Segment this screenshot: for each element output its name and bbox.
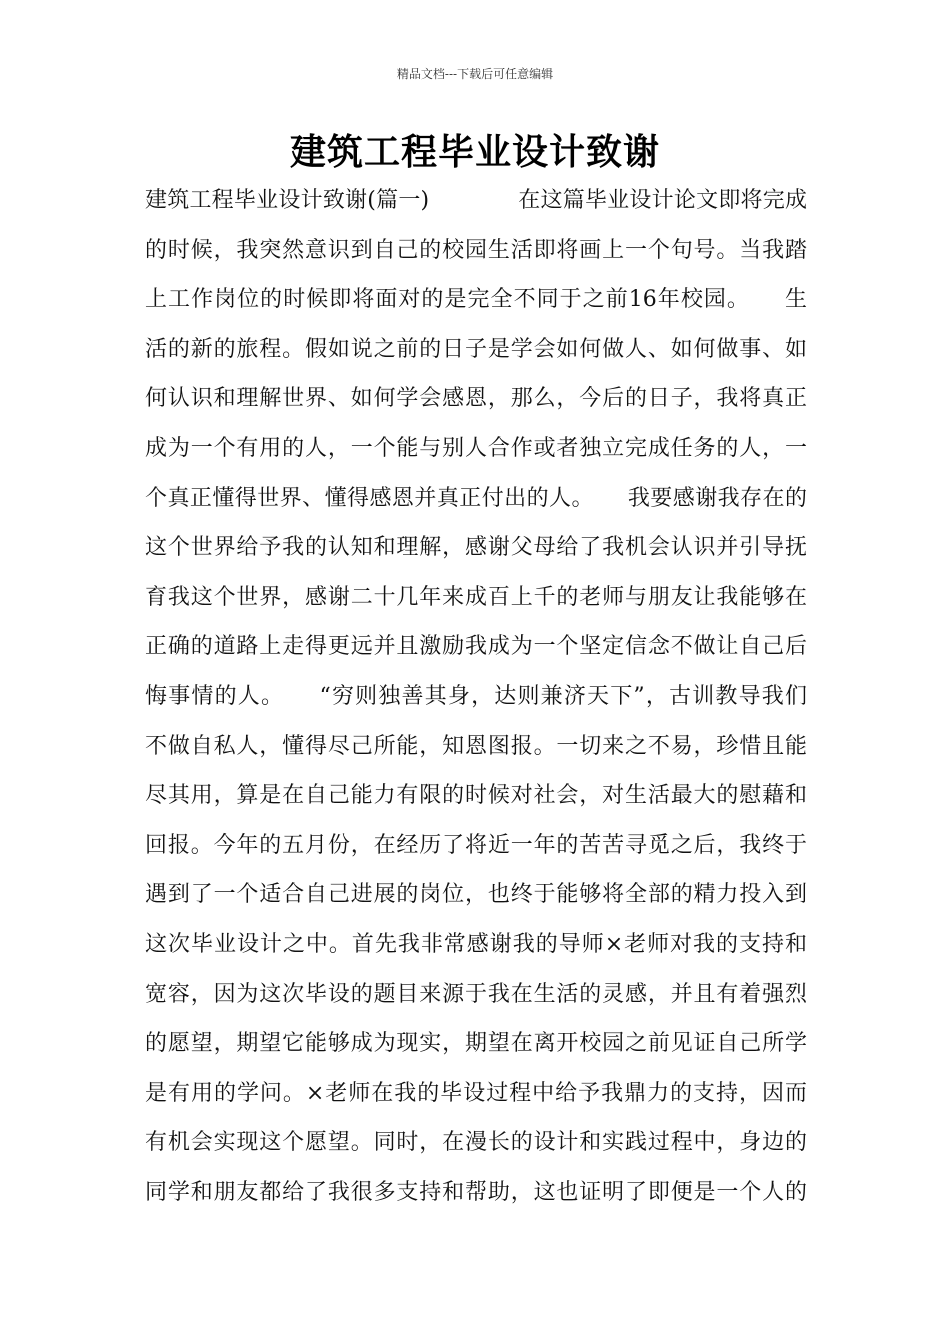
- body-line: 正确的道路上走得更远并且激励我成为一个坚定信念不做让自己后: [145, 634, 807, 660]
- body-line: 悔事情的人。 “穷则独善其身，达则兼济天下”，古训教导我们: [145, 683, 807, 709]
- body-line: 何认识和理解世界、如何学会感恩，那么，今后的日子，我将真正: [145, 386, 807, 412]
- body-line: 同学和朋友都给了我很多支持和帮助，这也证明了即便是一个人的: [145, 1179, 807, 1205]
- body-line: 不做自私人，懂得尽己所能，知恩图报。一切来之不易，珍惜且能: [145, 733, 807, 759]
- page-header-note: 精品文档---下载后可任意编辑: [396, 67, 554, 81]
- body-line: 育我这个世界，感谢二十几年来成百上千的老师与朋友让我能够在: [145, 584, 807, 610]
- body-line: 有机会实现这个愿望。同时，在漫长的设计和实践过程中，身边的: [145, 1130, 807, 1156]
- body-line: 是有用的学问。×老师在我的毕设过程中给予我鼎力的支持，因而: [145, 1080, 807, 1106]
- document-title: 建筑工程毕业设计致谢: [289, 131, 660, 173]
- body-line: 活的新的旅程。假如说之前的日子是学会如何做人、如何做事、如: [145, 336, 807, 362]
- body-line: 遇到了一个适合自己进展的岗位，也终于能够将全部的精力投入到: [145, 882, 807, 908]
- body-line: 这次毕业设计之中。首先我非常感谢我的导师×老师对我的支持和: [145, 931, 807, 957]
- body-line: 宽容，因为这次毕设的题目来源于我在生活的灵感，并且有着强烈: [145, 981, 807, 1007]
- body-line: 的愿望，期望它能够成为现实，期望在离开校园之前见证自己所学: [145, 1031, 807, 1057]
- body-line: 回报。今年的五月份，在经历了将近一年的苦苦寻觅之后，我终于: [145, 832, 807, 858]
- body-line: 这个世界给予我的认知和理解，感谢父母给了我机会认识并引导抚: [145, 535, 807, 561]
- body-line: 上工作岗位的时候即将面对的是完全不同于之前16年校园。 生: [145, 287, 807, 313]
- document-body: [145, 176, 807, 1217]
- body-line: 尽其用，算是在自己能力有限的时候对社会，对生活最大的慰藉和: [145, 783, 807, 809]
- body-line: 建筑工程毕业设计致谢(篇一) 在这篇毕业设计论文即将完成: [145, 188, 807, 213]
- body-line: 的时候，我突然意识到自己的校园生活即将画上一个句号。当我踏: [145, 237, 807, 263]
- body-line: 成为一个有用的人，一个能与别人合作或者独立完成任务的人，一: [145, 435, 807, 461]
- body-line: 个真正懂得世界、懂得感恩并真正付出的人。 我要感谢我存在的: [145, 485, 807, 511]
